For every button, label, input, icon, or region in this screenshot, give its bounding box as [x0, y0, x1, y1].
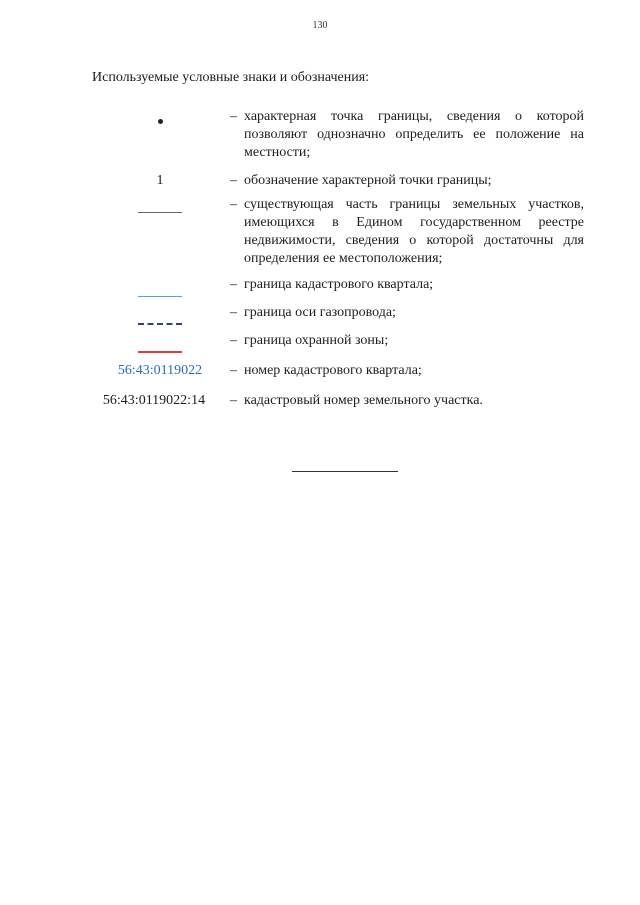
- existing-boundary-line-icon: [138, 212, 182, 213]
- parcel-cadastral-number: 56:43:0119022:14: [102, 393, 206, 408]
- legend-item-boundary-point: [90, 108, 590, 162]
- legend-list: [90, 108, 590, 410]
- legend-item-point-label: [90, 172, 590, 190]
- page-number: 130: [312, 20, 328, 31]
- legend-item-quarter-number: [90, 362, 590, 380]
- legend-symbol: [90, 196, 230, 214]
- legend-item-gas-pipeline-axis: [90, 304, 590, 322]
- legend-dash: –: [230, 173, 237, 188]
- legend-item-existing-boundary: [90, 196, 590, 268]
- legend-item-cadastral-quarter-boundary: [90, 276, 590, 294]
- legend-symbol: [78, 392, 230, 410]
- protection-zone-line-icon: [138, 351, 182, 353]
- legend-dash: –: [230, 363, 237, 378]
- legend-description: граница кадастрового квартала;: [244, 277, 434, 292]
- end-separator-line: [292, 471, 398, 472]
- boundary-point-dot-icon: [158, 119, 163, 124]
- legend-symbol: [90, 332, 230, 350]
- legend-symbol: [90, 276, 230, 294]
- legend-symbol: [90, 172, 230, 190]
- cadastral-quarter-line-icon: [138, 296, 182, 297]
- legend-symbol: [90, 362, 230, 380]
- legend-dash: –: [230, 197, 237, 212]
- point-number-label: 1: [156, 173, 164, 188]
- legend-dash: –: [230, 333, 237, 348]
- legend-item-protection-zone: [90, 332, 590, 350]
- legend-description: граница охранной зоны;: [244, 333, 389, 348]
- legend-item-parcel-number: [90, 392, 590, 410]
- cadastral-quarter-number: 56:43:0119022: [117, 363, 203, 378]
- legend-symbol: [90, 304, 230, 322]
- legend-description: существующая часть границы земельных участков, имеющихся в Едином государственном реестре недвижимости, сведения о которой достаточны для определения ее местоположения;: [244, 197, 584, 266]
- legend-description: номер кадастрового квартала;: [244, 363, 422, 378]
- legend-description: характерная точка границы, сведения о которой позволяют однозначно определить ее положение на местности;: [244, 109, 584, 160]
- legend-dash: –: [230, 277, 237, 292]
- legend-description: граница оси газопровода;: [244, 305, 396, 320]
- legend-symbol: [90, 108, 230, 126]
- gas-pipeline-dashed-line-icon: [138, 323, 182, 325]
- legend-dash: –: [230, 109, 237, 124]
- legend-dash: –: [230, 305, 237, 320]
- legend-description: кадастровый номер земельного участка.: [244, 393, 483, 408]
- legend-heading: Используемые условные знаки и обозначения:: [92, 70, 370, 85]
- legend-dash: –: [230, 393, 237, 408]
- legend-description: обозначение характерной точки границы;: [244, 173, 492, 188]
